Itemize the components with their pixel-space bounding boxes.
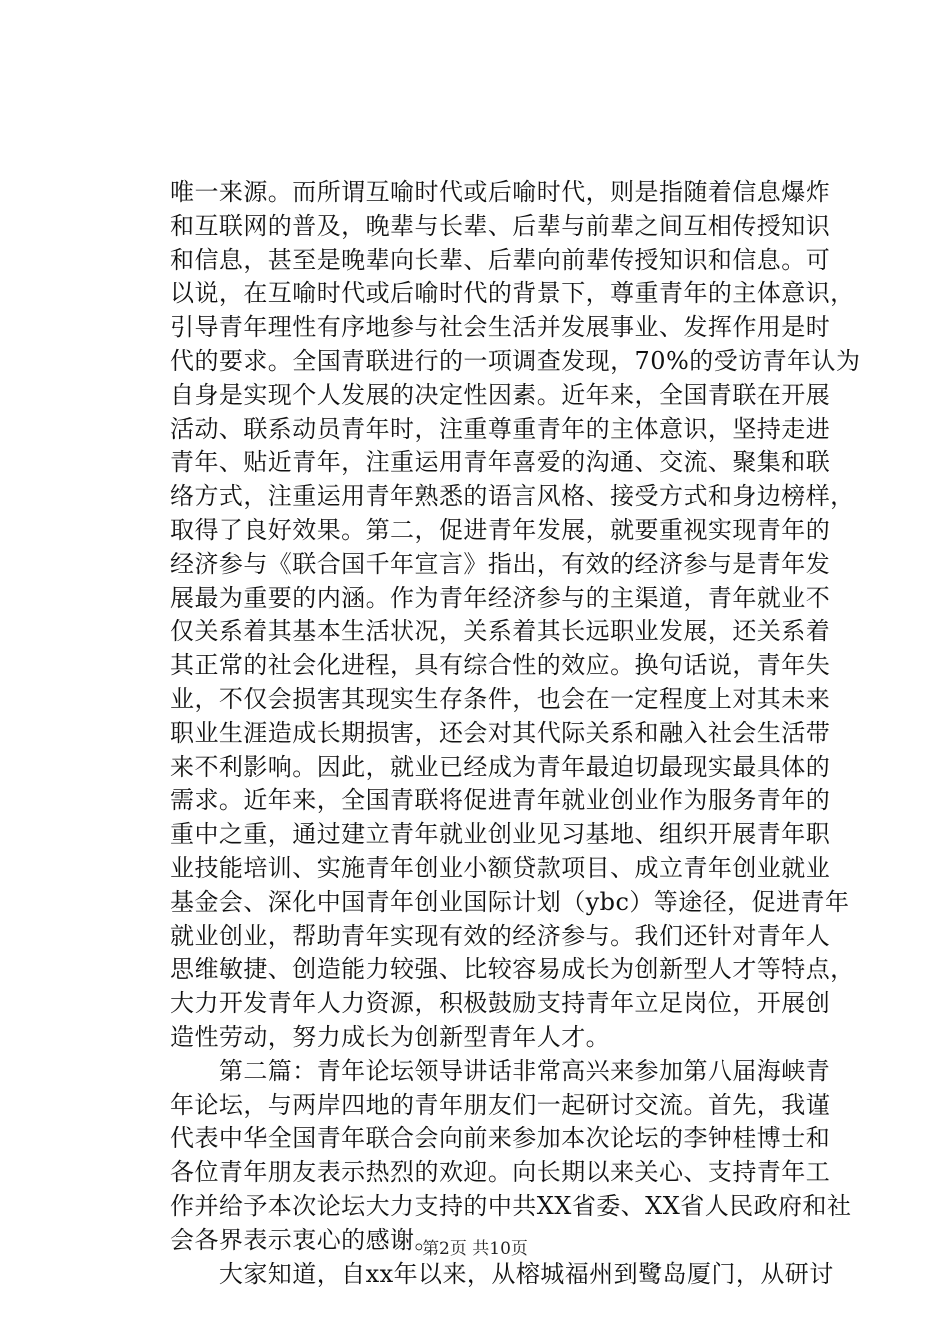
text-line: 取得了良好效果。第二，促进青年发展，就要重视实现青年的	[170, 515, 831, 544]
text-line: 活动、联系动员青年时，注重尊重青年的主体意识，坚持走进	[170, 414, 831, 443]
text-line: 业技能培训、实施青年创业小额贷款项目、成立青年创业就业	[170, 853, 831, 882]
text-line: 业，不仅会损害其现实生存条件，也会在一定程度上对其未来	[170, 684, 831, 713]
text-line: 引导青年理性有序地参与社会生活并发展事业、发挥作用是时	[170, 313, 831, 342]
text-line: 思维敏捷、创造能力较强、比较容易成长为创新型人才等特点，	[170, 955, 855, 984]
text-line: 自身是实现个人发展的决定性因素。近年来，全国青联在开展	[170, 380, 831, 409]
text-line: 以说，在互喻时代或后喻时代的背景下，尊重青年的主体意识，	[170, 279, 855, 308]
text-line: 大力开发青年人力资源，积极鼓励支持青年立足岗位，开展创	[170, 989, 831, 1018]
text-line: 来不利影响。因此，就业已经成为青年最迫切最现实最具体的	[170, 752, 831, 781]
text-line: 会各界表示衷心的感谢。	[170, 1225, 439, 1254]
text-line: 和互联网的普及，晚辈与长辈、后辈与前辈之间互相传授知识	[170, 211, 831, 240]
text-line: 就业创业，帮助青年实现有效的经济参与。我们还针对青年人	[170, 921, 831, 950]
text-line: 经济参与《联合国千年宣言》指出，有效的经济参与是青年发	[170, 549, 831, 578]
text-line: 青年、贴近青年，注重运用青年喜爱的沟通、交流、聚集和联	[170, 448, 831, 477]
text-line: 展最为重要的内涵。作为青年经济参与的主渠道，青年就业不	[170, 583, 831, 612]
text-line: 唯一来源。而所谓互喻时代或后喻时代，则是指随着信息爆炸	[170, 178, 831, 206]
text-line: 络方式，注重运用青年熟悉的语言风格、接受方式和身边榜样，	[170, 482, 855, 511]
text-line: 各位青年朋友表示热烈的欢迎。向长期以来关心、支持青年工	[170, 1158, 831, 1187]
text-line: 职业生涯造成长期损害，还会对其代际关系和融入社会生活带	[170, 718, 831, 747]
text-line: 仅关系着其基本生活状况，关系着其长远职业发展，还关系着	[170, 617, 831, 646]
paragraph-start-line: 大家知道，自xx年以来，从榕城福州到鹭岛厦门，从研讨	[170, 1259, 834, 1288]
text-line: 其正常的社会化进程，具有综合性的效应。换句话说，青年失	[170, 651, 831, 680]
text-line: 作并给予本次论坛大力支持的中共XX省委、XX省人民政府和社	[170, 1191, 852, 1220]
text-line: 和信息，甚至是晚辈向长辈、后辈向前辈传授知识和信息。可	[170, 245, 831, 274]
text-line: 造性劳动，努力成长为创新型青年人才。	[170, 1022, 611, 1051]
document-body	[170, 176, 861, 1291]
text-line: 年论坛，与两岸四地的青年朋友们一起研讨交流。首先，我谨	[170, 1090, 831, 1119]
text-line: 基金会、深化中国青年创业国际计划（ybc）等途径，促进青年	[170, 887, 850, 916]
text-line: 需求。近年来，全国青联将促进青年就业创业作为服务青年的	[170, 786, 831, 815]
text-line: 重中之重，通过建立青年就业创业见习基地、组织开展青年职	[170, 820, 831, 849]
section-heading-line: 第二篇：青年论坛领导讲话非常高兴来参加第八届海峡青	[170, 1056, 831, 1085]
text-line: 代的要求。全国青联进行的一项调查发现，70%的受访青年认为	[170, 346, 861, 375]
text-line: 代表中华全国青年联合会向前来参加本次论坛的李钟桂博士和	[170, 1124, 831, 1153]
page-number: 第2页 共10页	[422, 1239, 528, 1259]
